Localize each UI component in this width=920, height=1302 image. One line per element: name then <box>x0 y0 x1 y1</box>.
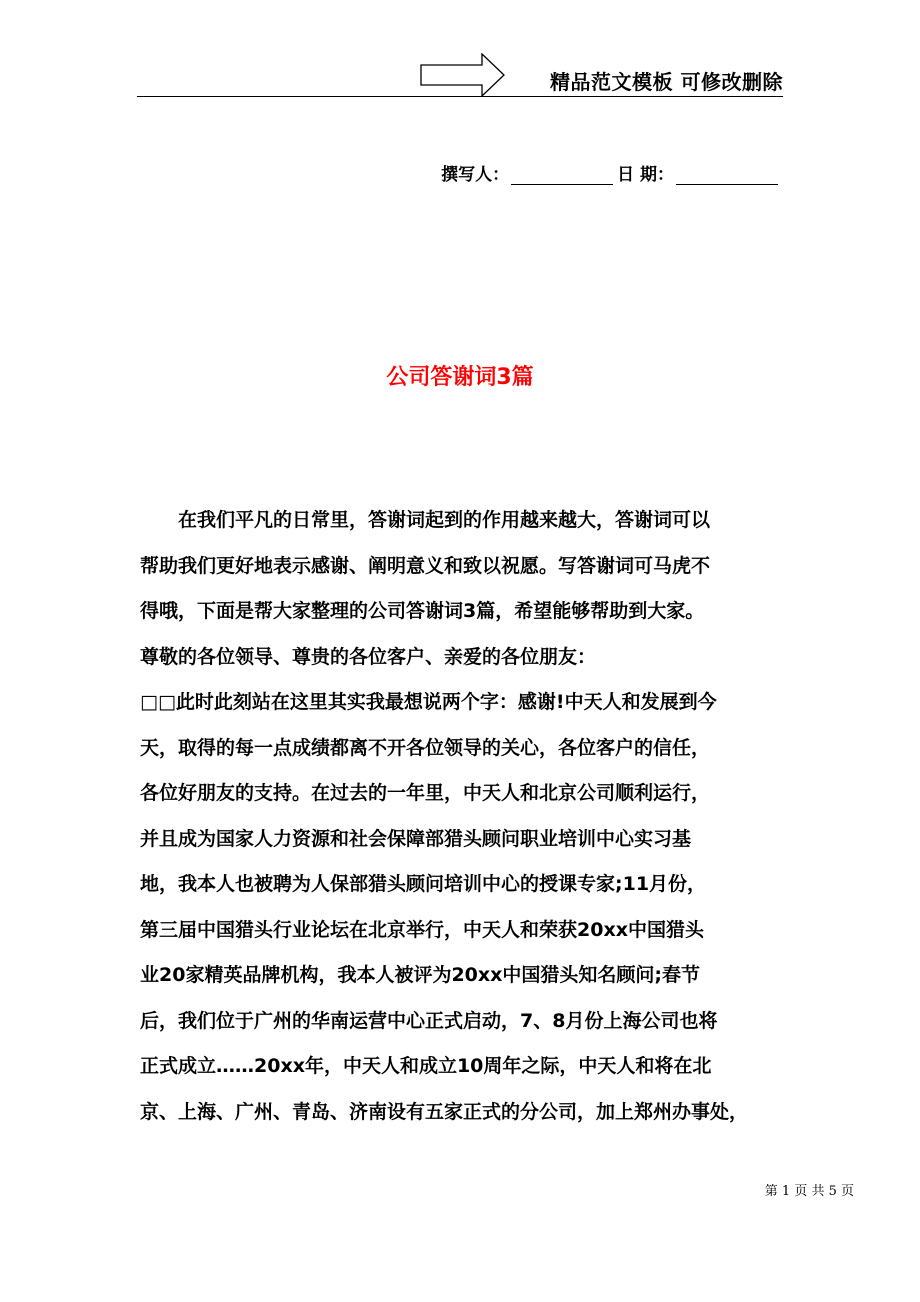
body-line: 帮助我们更好地表示感谢、阐明意义和致以祝愿。写答谢词可马虎不 <box>140 554 711 577</box>
author-blank <box>511 166 613 185</box>
date-blank <box>676 166 778 185</box>
body-line: 在我们平凡的日常里，答谢词起到的作用越来越大，答谢词可以 <box>140 509 711 531</box>
body-line: 并且成为国家人力资源和社会保障部猎头顾问职业培训中心实习基 <box>140 827 692 850</box>
body-line: 业20家精英品牌机构，我本人被评为20xx中国猎头知名顾问;春节 <box>140 964 700 986</box>
body-line: 第三届中国猎头行业论坛在北京举行，中天人和荣获20xx中国猎头 <box>140 918 704 941</box>
author-label: 撰写人： <box>441 165 510 185</box>
author-date-line <box>441 160 782 185</box>
body-line: 正式成立……20xx年，中天人和成立10周年之际，中天人和将在北 <box>140 1055 712 1077</box>
body-line: 各位好朋友的支持。在过去的一年里，中天人和北京公司顺利运行， <box>140 782 711 804</box>
header-divider <box>137 96 783 97</box>
body-line: 后，我们位于广州的华南运营中心正式启动，7、8月份上海公司也将 <box>140 1009 718 1032</box>
body-line: 京、上海、广州、青岛、济南设有五家正式的分公司，加上郑州办事处， <box>140 1100 749 1123</box>
body-line: 得哦，下面是帮大家整理的公司答谢词3篇，希望能够帮助到大家。 <box>140 600 705 622</box>
document-title: 公司答谢词3篇 <box>386 365 534 390</box>
body-line: □□此时此刻站在这里其实我最想说两个字：感谢!中天人和发展到今 <box>140 691 717 713</box>
body-line: 尊敬的各位领导、尊贵的各位客户、亲爱的各位朋友： <box>140 645 597 668</box>
date-label: 日 期： <box>617 165 674 185</box>
body-line: 天，取得的每一点成绩都离不开各位领导的关心，各位客户的信任， <box>140 736 711 759</box>
page-header <box>137 48 783 98</box>
arrow-right-icon <box>420 53 506 97</box>
body-line: 地，我本人也被聘为人保部猎头顾问培训中心的授课专家;11月份， <box>140 873 707 895</box>
body-text <box>140 498 782 1135</box>
page-footer: 第 1 页 共 5 页 <box>764 1184 854 1199</box>
header-label: 精品范文模板 可修改删除 <box>550 70 783 94</box>
